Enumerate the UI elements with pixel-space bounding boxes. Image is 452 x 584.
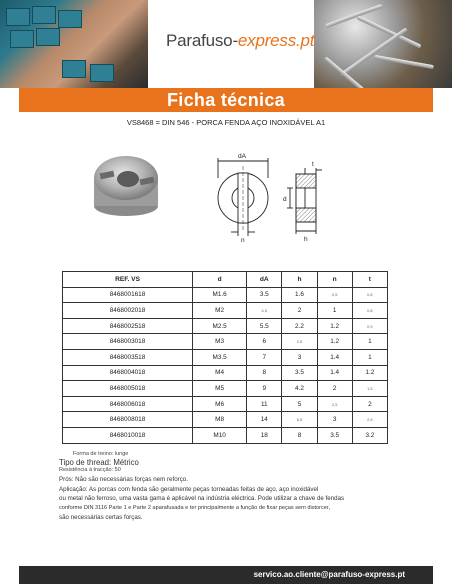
- cell-dA: 7: [247, 349, 282, 365]
- specification-table: [62, 271, 388, 444]
- cell-dA: 18: [247, 427, 282, 443]
- cell-n: 1: [317, 303, 352, 319]
- note-aplicacao-line: conforme DIN 3116 Parte 1 e Parte 2 aparafusada e ter principalmente a função de fixar peças sem distorcer,: [59, 504, 331, 511]
- page-title-banner: Ficha técnica: [19, 88, 433, 112]
- cell-h: 2: [282, 303, 317, 319]
- screw-graphic: [374, 55, 434, 69]
- column-header: dA: [247, 272, 282, 288]
- cell-t: 0,6: [352, 287, 387, 303]
- cell-dA: 9: [247, 381, 282, 397]
- cell-t: 1,5: [352, 381, 387, 397]
- table-row: [63, 427, 388, 443]
- note-thread-type: Tipo de thread: Métrico: [59, 458, 139, 467]
- cell-h: 2,5: [282, 334, 317, 350]
- table-row: [63, 365, 388, 381]
- cell-d: M6: [193, 396, 247, 412]
- cell-n: 0,5: [317, 287, 352, 303]
- cell-h: 3: [282, 349, 317, 365]
- column-header: h: [282, 272, 317, 288]
- column-header: REF. VS: [63, 272, 193, 288]
- cell-d: M3.5: [193, 349, 247, 365]
- technical-drawings: [0, 148, 452, 258]
- cell-d: M1.6: [193, 287, 247, 303]
- parts-bin: [62, 60, 86, 78]
- cell-dA: 4,5: [247, 303, 282, 319]
- cell-h: 6,5: [282, 412, 317, 428]
- column-header: n: [317, 272, 352, 288]
- note-forma: Forma de treino: lunge: [73, 451, 129, 457]
- cell-dA: 5.5: [247, 318, 282, 334]
- cell-ref: 8468008018: [63, 412, 193, 428]
- column-header: d: [193, 272, 247, 288]
- cell-dA: 3.5: [247, 287, 282, 303]
- parts-bin: [90, 64, 114, 82]
- screws-photo: [314, 0, 452, 88]
- cell-ref: 8468004018: [63, 365, 193, 381]
- cell-h: 3.5: [282, 365, 317, 381]
- footer-bar: [19, 566, 433, 584]
- parts-bin: [58, 10, 82, 28]
- cell-ref: 8468003518: [63, 349, 193, 365]
- note-resistencia: Resistência à tracção: 50: [59, 467, 121, 473]
- cell-t: 2: [352, 396, 387, 412]
- label-dA: dA: [238, 153, 246, 160]
- note-pros: Prós: Não são necessárias forças nem reforço.: [59, 476, 188, 483]
- cell-n: 1.4: [317, 349, 352, 365]
- cell-ref: 8468010018: [63, 427, 193, 443]
- table-row: [63, 396, 388, 412]
- label-n: n: [241, 237, 245, 244]
- logo-accent-text: express.pt: [237, 31, 315, 50]
- table-row: [63, 287, 388, 303]
- cell-t: 2,5: [352, 412, 387, 428]
- note-aplicacao-line: são necessárias certas forças.: [59, 514, 143, 522]
- cell-h: 8: [282, 427, 317, 443]
- cell-t: 3.2: [352, 427, 387, 443]
- label-d: d: [283, 196, 287, 203]
- product-subtitle: VS8468 = DIN 546 - PORCA FENDA AÇO INOXIDÁVEL A1: [126, 118, 326, 127]
- parts-bin: [6, 8, 30, 26]
- product-notes: [59, 451, 399, 523]
- cell-n: 2: [317, 381, 352, 397]
- parts-bin: [10, 30, 34, 48]
- label-h: h: [304, 236, 308, 243]
- cell-n: 1.4: [317, 365, 352, 381]
- cell-ref: 8468002018: [63, 303, 193, 319]
- cell-n: 1.2: [317, 334, 352, 350]
- table-row: [63, 334, 388, 350]
- cell-h: 2.2: [282, 318, 317, 334]
- note-aplicacao-line: Aplicação: As porcas com fenda são geralmente peças torneadas feitas de aço, aço inoxidável: [59, 485, 319, 493]
- cell-d: M10: [193, 427, 247, 443]
- cell-ref: 8468001618: [63, 287, 193, 303]
- cell-t: 0,8: [352, 303, 387, 319]
- note-aplicacao-line: ou metal não ferroso, uma vasta gama é aplicável na indústria eléctrica. Pode utilizar a chave de fendas: [59, 495, 345, 503]
- cell-t: 1: [352, 334, 387, 350]
- cell-dA: 8: [247, 365, 282, 381]
- cell-ref: 8468003018: [63, 334, 193, 350]
- label-t: t: [312, 161, 314, 168]
- cell-dA: 6: [247, 334, 282, 350]
- header: [0, 0, 452, 88]
- contact-email-link[interactable]: servico.ao.cliente@parafuso-express.pt: [253, 570, 405, 579]
- parts-bin: [32, 6, 56, 24]
- workshop-photo: [0, 0, 148, 88]
- cell-t: 1: [352, 349, 387, 365]
- screw-graphic: [340, 27, 408, 76]
- cell-n: 1.2: [317, 318, 352, 334]
- nut-photo: [94, 156, 158, 216]
- cell-h: 5: [282, 396, 317, 412]
- cell-ref: 8468005018: [63, 381, 193, 397]
- brand-logo: [166, 31, 314, 51]
- table-row: [63, 381, 388, 397]
- cell-t: 1.2: [352, 365, 387, 381]
- cell-dA: 11: [247, 396, 282, 412]
- cell-d: M2.5: [193, 318, 247, 334]
- cell-h: 4.2: [282, 381, 317, 397]
- cell-d: M5: [193, 381, 247, 397]
- cell-t: 0,9: [352, 318, 387, 334]
- cell-d: M8: [193, 412, 247, 428]
- cell-d: M3: [193, 334, 247, 350]
- cell-dA: 14: [247, 412, 282, 428]
- front-view-drawing: [218, 158, 268, 236]
- cell-n: 3: [317, 412, 352, 428]
- logo-main-text: Parafuso-: [166, 31, 238, 50]
- parts-bin: [36, 28, 60, 46]
- table-row: [63, 303, 388, 319]
- side-view-drawing: [287, 168, 322, 234]
- cell-d: M2: [193, 303, 247, 319]
- cell-d: M4: [193, 365, 247, 381]
- column-header: t: [352, 272, 387, 288]
- table-row: [63, 412, 388, 428]
- cell-h: 1.6: [282, 287, 317, 303]
- table-header-row: [63, 272, 388, 288]
- table-row: [63, 349, 388, 365]
- table-row: [63, 318, 388, 334]
- cell-n: 2,5: [317, 396, 352, 412]
- cell-n: 3.5: [317, 427, 352, 443]
- cell-ref: 8468006018: [63, 396, 193, 412]
- cell-ref: 8468002518: [63, 318, 193, 334]
